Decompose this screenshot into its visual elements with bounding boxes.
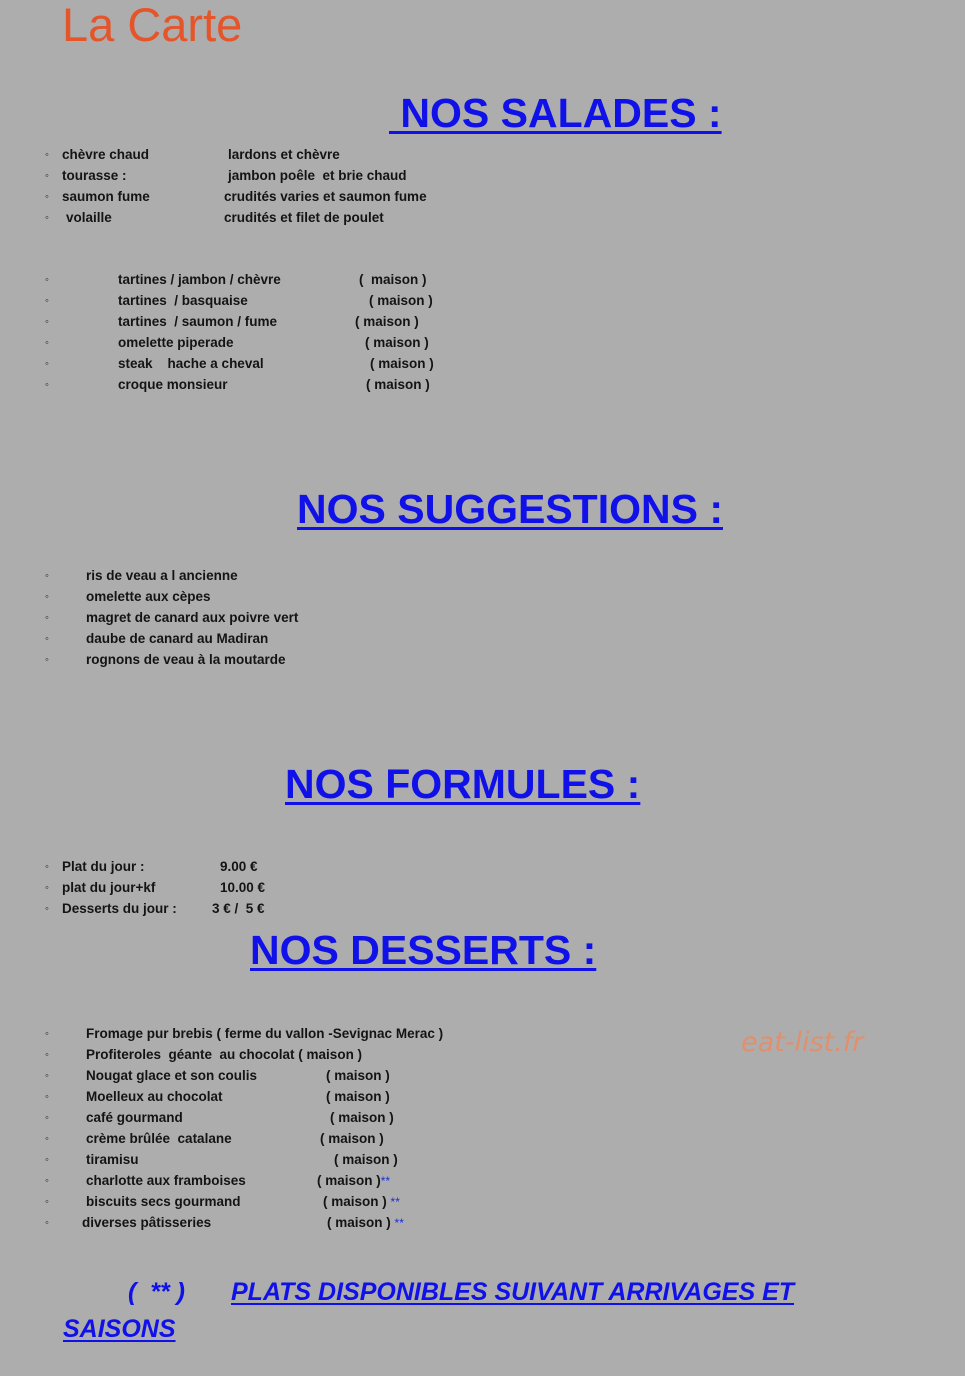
item-tag: ( maison ) [366,377,430,392]
salades-heading: NOS SALADES : [389,90,722,136]
item-tag: ( maison ) [355,314,419,329]
bullet-icon: ◦ [45,633,49,645]
item-name: omelette piperade [118,335,234,350]
item-name: tartines / jambon / chèvre [118,272,281,287]
maison-label: ( maison ) [323,1194,387,1209]
bullet-icon: ◦ [45,591,49,603]
item-tag: ( maison ) [326,1068,390,1083]
item-tag: ( maison ) [326,1089,390,1104]
item-desc: lardons et chèvre [228,147,340,162]
item-name: rognons de veau à la moutarde [86,652,286,667]
bullet-icon: ◦ [45,337,49,349]
watermark: eat-list.fr [741,1027,864,1058]
bullet-icon: ◦ [45,861,49,873]
item-tag [327,1215,404,1231]
bullet-icon: ◦ [45,212,49,224]
item-name: saumon fume [62,189,150,204]
item-name: Nougat glace et son coulis [86,1068,258,1083]
item-name: ris de veau a l ancienne [86,568,238,583]
item-price: 10.00 € [220,880,266,895]
desserts-heading: NOS DESSERTS : [250,927,597,973]
item-desc: jambon poêle et brie chaud [228,168,407,183]
item-name: diverses pâtisseries [82,1215,212,1230]
item-tag [323,1194,400,1210]
item-name: tiramisu [86,1152,139,1167]
item-name: magret de canard aux poivre vert [86,610,299,625]
item-name: Fromage pur brebis ( ferme du vallon -Sevignac Merac ) [86,1026,444,1041]
bullet-icon: ◦ [45,316,49,328]
item-tag: ( maison ) [369,293,433,308]
item-name: Profiteroles géante au chocolat ( maison ) [86,1047,363,1062]
footnote-line2: SAISONS [63,1315,176,1343]
bullet-icon: ◦ [45,654,49,666]
item-name: plat du jour+kf [62,880,156,895]
bullet-icon: ◦ [45,903,49,915]
formules-heading: NOS FORMULES : [285,761,641,807]
item-price: 3 € / 5 € [212,901,265,916]
bullet-icon: ◦ [45,1217,49,1229]
item-name: chèvre chaud [62,147,150,162]
item-name: omelette aux cèpes [86,589,211,604]
item-tag [317,1173,390,1189]
item-name: crème brûlée catalane [86,1131,232,1146]
bullet-icon: ◦ [45,1049,49,1061]
bullet-icon: ◦ [45,1196,49,1208]
item-name: tartines / basquaise [118,293,248,308]
item-price: 9.00 € [220,859,258,874]
item-name: daube de canard au Madiran [86,631,269,646]
stars-marker: ** [380,1174,391,1188]
bullet-icon: ◦ [45,1154,49,1166]
item-name: tartines / saumon / fume [118,314,278,329]
bullet-icon: ◦ [45,612,49,624]
stars-marker: ** [390,1195,400,1209]
bullet-icon: ◦ [45,191,49,203]
maison-label: ( maison ) [327,1215,391,1230]
item-name: café gourmand [86,1110,183,1125]
bullet-icon: ◦ [45,295,49,307]
item-name: charlotte aux framboises [86,1173,246,1188]
item-tag: ( maison ) [320,1131,384,1146]
bullet-icon: ◦ [45,170,49,182]
item-tag: ( maison ) [370,356,434,371]
item-tag: ( maison ) [334,1152,398,1167]
item-name: biscuits secs gourmand [86,1194,241,1209]
bullet-icon: ◦ [45,1091,49,1103]
bullet-icon: ◦ [45,882,49,894]
bullet-icon: ◦ [45,1175,49,1187]
bullet-icon: ◦ [45,1028,49,1040]
item-desc: crudités varies et saumon fume [224,189,427,204]
bullet-icon: ◦ [45,274,49,286]
stars-marker: ** [394,1216,404,1230]
item-name: Desserts du jour : [62,901,177,916]
item-name: Plat du jour : [62,859,145,874]
bullet-icon: ◦ [45,570,49,582]
item-tag: ( maison ) [365,335,429,350]
item-desc: crudités et filet de poulet [224,210,384,225]
item-name: volaille [66,210,112,225]
item-tag: ( maison ) [359,272,427,287]
item-name: Moelleux au chocolat [86,1089,223,1104]
bullet-icon: ◦ [45,1070,49,1082]
bullet-icon: ◦ [45,358,49,370]
footnote-marker: ( ** ) [128,1278,185,1306]
page-title: La Carte [62,0,243,51]
bullet-icon: ◦ [45,149,49,161]
bullet-icon: ◦ [45,379,49,391]
item-name: croque monsieur [118,377,228,392]
maison-label: ( maison ) [317,1173,381,1188]
footnote-line1: PLATS DISPONIBLES SUIVANT ARRIVAGES ET [231,1278,795,1306]
bullet-icon: ◦ [45,1133,49,1145]
item-tag: ( maison ) [330,1110,394,1125]
item-name: tourasse : [62,168,127,183]
suggestions-heading: NOS SUGGESTIONS : [297,486,723,532]
item-name: steak hache a cheval [118,356,264,371]
bullet-icon: ◦ [45,1112,49,1124]
